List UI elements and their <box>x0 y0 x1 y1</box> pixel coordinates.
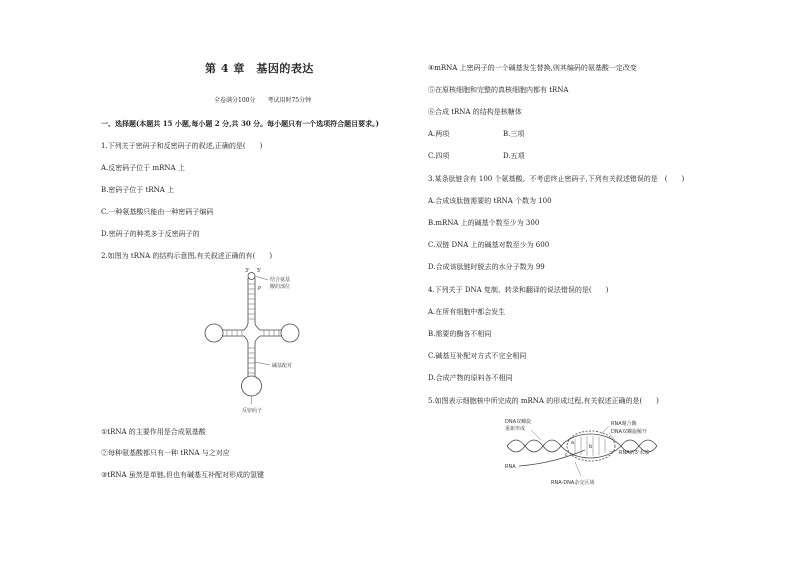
figure-label-a: a <box>571 440 575 446</box>
q1-option-c: C.一种氨基酸只能由一种密码子编码 <box>101 208 214 216</box>
dna-unwind-label: DNA双螺旋解开 <box>611 429 648 435</box>
q2-option-c: C.四项 <box>428 152 450 160</box>
q1-option-b: B.密码子位于 tRNA 上 <box>101 186 175 194</box>
q3-option-d: D.合成该肽链时脱去的水分子数为 99 <box>428 263 545 271</box>
base-pair-label: 碱基配对 <box>272 363 293 369</box>
q2-statement-2: ②每种氨基酸都只有一种 tRNA 与之对应 <box>101 449 230 457</box>
q4-stem: 4.下列关于 DNA 复制、转录和翻译的说法错误的是( ) <box>428 286 609 294</box>
anticodon-label: 反密码子 <box>242 408 263 414</box>
rna-3prime-end-label: RNA的3'末端 <box>619 450 650 456</box>
q4-option-b: B.需要的酶各不相同 <box>428 330 492 338</box>
trna-5prime-label: 5' <box>257 268 262 274</box>
q2-stem: 2.如图为 tRNA 的结构示意图,有关叙述正确的有( ) <box>101 252 273 260</box>
q1-option-a: A.反密码子位于 mRNA 上 <box>101 164 185 172</box>
page-title: 第 4 章 基因的表达 <box>205 62 314 75</box>
q2-statement-1: ①tRNA 的主要作用是合成氨基酸 <box>101 428 206 436</box>
q4-option-c: C.碱基互补配对方式不完全相同 <box>428 352 527 360</box>
figure-label-b: b <box>589 444 593 450</box>
q2-statement-5: ⑤在原核细胞和完整的真核细胞内都有 tRNA <box>428 86 569 94</box>
rna-polymerase-label: RNA聚合酶 <box>611 421 637 427</box>
dna-helix-label-2: 重新形成 <box>505 426 526 432</box>
q2-statement-6: ⑥合成 tRNA 的结构是核糖体 <box>428 108 522 116</box>
q4-option-d: D.合成产物的原料各不相同 <box>428 374 513 382</box>
q2-statement-3: ③tRNA 虽然是单链,但也有碱基互补配对形成的氢键 <box>101 471 264 479</box>
amino-site-label-2: 酸的部位 <box>270 284 291 290</box>
transcription-figure <box>505 416 665 488</box>
rna-label: RNA <box>505 464 516 470</box>
trna-3prime-label: 3' <box>245 268 250 274</box>
trna-p-label: P <box>258 286 262 292</box>
q2-option-a: A.两项 <box>428 130 450 138</box>
hybrid-region-label: RNA-DNA杂交区域 <box>551 480 595 486</box>
amino-site-label-1: 结合氨基 <box>270 277 291 283</box>
q3-option-c: C.双链 DNA 上的碱基对数至少为 600 <box>428 241 550 249</box>
q5-stem: 5.如图表示细胞核中所完成的 mRNA 的形成过程,有关叙述正确的是( ) <box>428 397 659 405</box>
q1-stem: 1.下列关于密码子和反密码子的叙述,正确的是( ) <box>101 142 263 150</box>
q1-option-d: D.密码子的种类多于反密码子的 <box>101 230 200 238</box>
exam-meta: 全卷满分100分 考试用时75分钟 <box>214 97 312 104</box>
q3-option-b: B.mRNA 上的碱基个数至少为 300 <box>428 219 540 227</box>
q3-option-a: A.合成该肽链需要的 tRNA 个数为 100 <box>428 197 552 205</box>
trna-figure <box>200 268 325 418</box>
q4-option-a: A.在所有细胞中都会发生 <box>428 308 506 316</box>
q2-statement-4: ④mRNA 上密码子的一个碱基发生替换,则其编码的氨基酸一定改变 <box>428 64 637 72</box>
figure-label-c: c <box>565 452 568 458</box>
q2-option-d: D.五项 <box>503 152 525 160</box>
q2-option-b: B.三项 <box>503 130 525 138</box>
q3-stem: 3.某条肽链含有 100 个氨基酸。不考虑终止密码子,下列有关叙述错误的是 ( ) <box>428 175 685 183</box>
section-heading: 一、选择题(本题共 15 小题,每小题 2 分,共 30 分。每小题只有一个选项符合题目要求。) <box>101 119 379 128</box>
dna-helix-label-1: DNA双螺旋 <box>505 419 532 425</box>
